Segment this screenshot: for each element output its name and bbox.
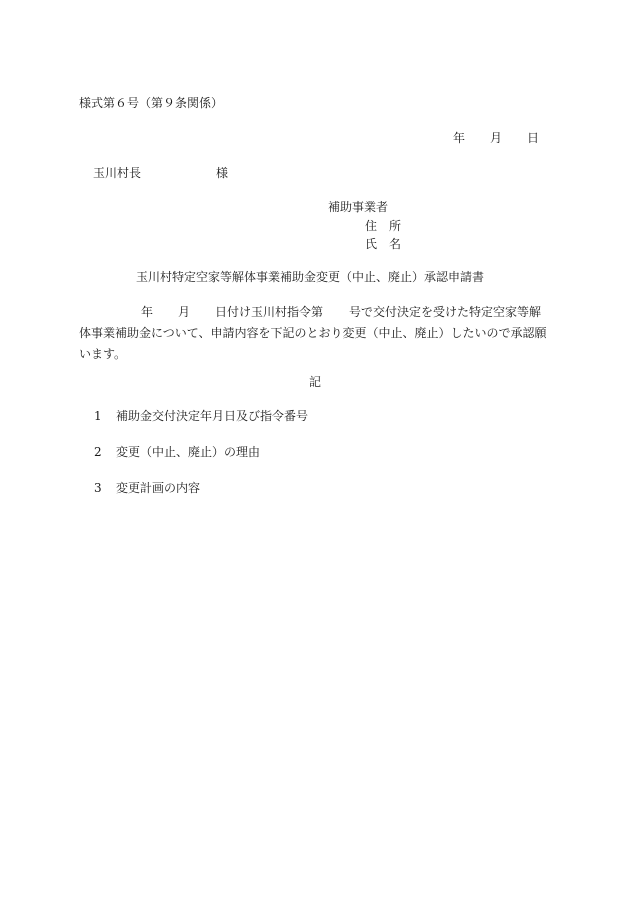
applicant-address-label: 住 所 xyxy=(365,219,402,233)
body-year: 年 xyxy=(141,305,154,319)
body-month: 月 xyxy=(178,305,191,319)
item-label: 変更計画の内容 xyxy=(116,481,201,495)
applicant-role: 補助事業者 xyxy=(328,200,389,214)
date-month: 月 xyxy=(490,131,503,145)
addressee-honorific: 様 xyxy=(216,166,229,180)
applicant-name-label: 氏 名 xyxy=(365,237,402,251)
date-day: 日 xyxy=(527,131,540,145)
date-year: 年 xyxy=(453,131,466,145)
item-number: 1 xyxy=(94,409,102,423)
item-label: 変更（中止、廃止）の理由 xyxy=(116,445,261,459)
body-text-1: 日付け玉川村指令第 xyxy=(215,305,324,319)
item-number: 3 xyxy=(94,481,102,495)
form-label: 様式第６号（第９条関係） xyxy=(79,96,224,110)
item-label: 補助金交付決定年月日及び指令番号 xyxy=(116,409,309,423)
document-title: 玉川村特定空家等解体事業補助金変更（中止、廃止）承認申請書 xyxy=(136,270,485,284)
item-number: 2 xyxy=(94,445,102,459)
ki-heading: 記 xyxy=(309,375,322,389)
body-paragraph xyxy=(79,302,551,365)
body-text-2: 号で交付決定を受けた特定空家等解体事業補助金について、申請内容を下記のとおり変更（中止、廃止）したいので承認願います。 xyxy=(79,305,547,361)
addressee-name: 玉川村長 xyxy=(93,166,142,180)
